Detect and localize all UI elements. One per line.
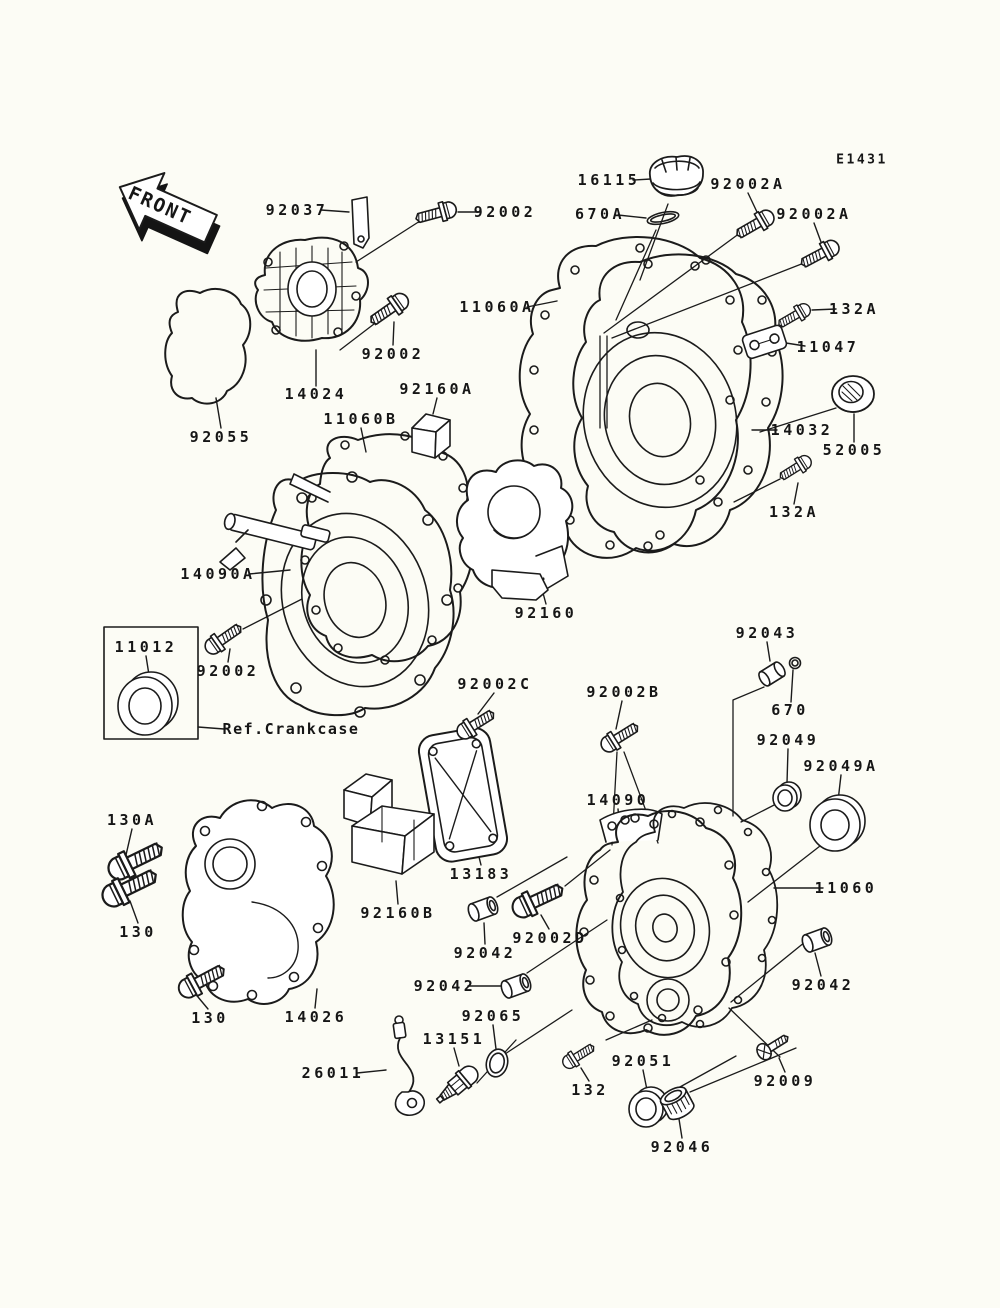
part-label-92055: 92055: [189, 428, 253, 446]
part-92043-pin: [757, 660, 788, 687]
part-label-92037: 92037: [265, 201, 329, 219]
part-13151-switch: [432, 1062, 482, 1109]
part-label-11012: 11012: [114, 638, 178, 656]
part-label-92160: 92160: [514, 604, 578, 622]
part-92049-seal: [773, 782, 801, 811]
part-26011-wire: [393, 1016, 424, 1115]
part-label-11060: 11060: [814, 879, 878, 897]
part-14090-cover: [576, 809, 741, 1035]
part-label-92049a: 92049A: [803, 757, 879, 775]
bolt-92002a-2: [797, 236, 842, 272]
part-label-14026: 14026: [284, 1008, 348, 1026]
bolt-92002a-1: [732, 206, 777, 243]
bolt-92002d: [508, 877, 567, 922]
part-label-92160b: 92160B: [360, 904, 436, 922]
part-label-92046: 92046: [650, 1138, 714, 1156]
part-label-670a: 670A: [574, 205, 626, 223]
part-14024-cover: [255, 238, 368, 341]
bolt-92002b: [597, 718, 642, 756]
part-label-130-2: 130: [191, 1009, 229, 1027]
part-label-92065: 92065: [461, 1007, 525, 1025]
part-label-92160a: 92160A: [399, 380, 475, 398]
bolt-132a-2: [776, 452, 814, 484]
part-label-14090a: 14090A: [180, 565, 256, 583]
ref-crankcase-label: Ref.Crankcase: [222, 720, 360, 738]
part-label-132: 132: [571, 1081, 609, 1099]
bolt-132: [560, 1040, 598, 1072]
part-label-11060a: 11060A: [459, 298, 535, 316]
part-14032-cover: [565, 254, 783, 552]
part-label-13183: 13183: [449, 865, 513, 883]
front-arrow-label: FRONT: [124, 182, 196, 230]
part-label-92051: 92051: [611, 1052, 675, 1070]
part-label-92042-1: 92042: [453, 944, 517, 962]
part-label-14090: 14090: [586, 791, 650, 809]
part-label-13151: 13151: [422, 1030, 486, 1048]
part-92037-holder: [352, 197, 369, 248]
part-label-52005: 52005: [822, 441, 886, 459]
part-label-130-1: 130: [119, 923, 157, 941]
part-label-92042-2: 92042: [413, 977, 477, 995]
diagram-code: E1431: [836, 152, 888, 168]
part-label-92043: 92043: [735, 624, 799, 642]
part-label-92002d: 92002D: [512, 929, 588, 947]
part-92055-gasket: [165, 289, 250, 404]
bolt-92002-left: [201, 619, 246, 658]
part-14090a-cover: [220, 472, 454, 717]
part-label-92002a-2: 92002A: [776, 205, 852, 223]
part-92160a-damper: [412, 414, 450, 458]
part-label-92042-3: 92042: [791, 976, 855, 994]
part-52005-gauge: [832, 376, 874, 412]
part-label-14024: 14024: [284, 385, 348, 403]
part-92160b-damper: [344, 774, 434, 874]
part-label-26011: 26011: [301, 1064, 365, 1082]
part-label-130a: 130A: [106, 811, 158, 829]
part-92042-bushing-1: [466, 896, 500, 923]
part-92049a-oil-seal: [810, 795, 865, 851]
part-92065-gasket-ring: [483, 1047, 510, 1079]
part-label-132a-1: 132A: [828, 300, 880, 318]
part-label-92002a-1: 92002A: [710, 175, 786, 193]
part-label-16115: 16115: [577, 171, 641, 189]
part-label-92002c: 92002C: [457, 675, 533, 693]
part-92042-bushing-3: [800, 927, 834, 954]
part-label-92049: 92049: [756, 731, 820, 749]
part-92042-bushing-2: [499, 973, 533, 1000]
part-16115-oil-cap: [650, 156, 703, 196]
part-label-670: 670: [771, 701, 809, 719]
part-label-92002b: 92002B: [586, 683, 662, 701]
part-label-92002-left: 92002: [196, 662, 260, 680]
part-label-92002-top: 92002: [473, 203, 537, 221]
part-label-92009: 92009: [753, 1072, 817, 1090]
part-670-oring: [790, 658, 801, 669]
part-92160-bracket: [457, 460, 572, 600]
part-92051-seal: [629, 1087, 668, 1127]
bolt-92002-mid: [365, 289, 412, 330]
part-label-132a-2: 132A: [768, 503, 820, 521]
part-label-14032: 14032: [770, 421, 834, 439]
part-label-11060b: 11060B: [323, 410, 399, 428]
part-label-92002-mid: 92002: [361, 345, 425, 363]
part-label-11047: 11047: [796, 338, 860, 356]
bolt-92002-top: [414, 199, 459, 228]
